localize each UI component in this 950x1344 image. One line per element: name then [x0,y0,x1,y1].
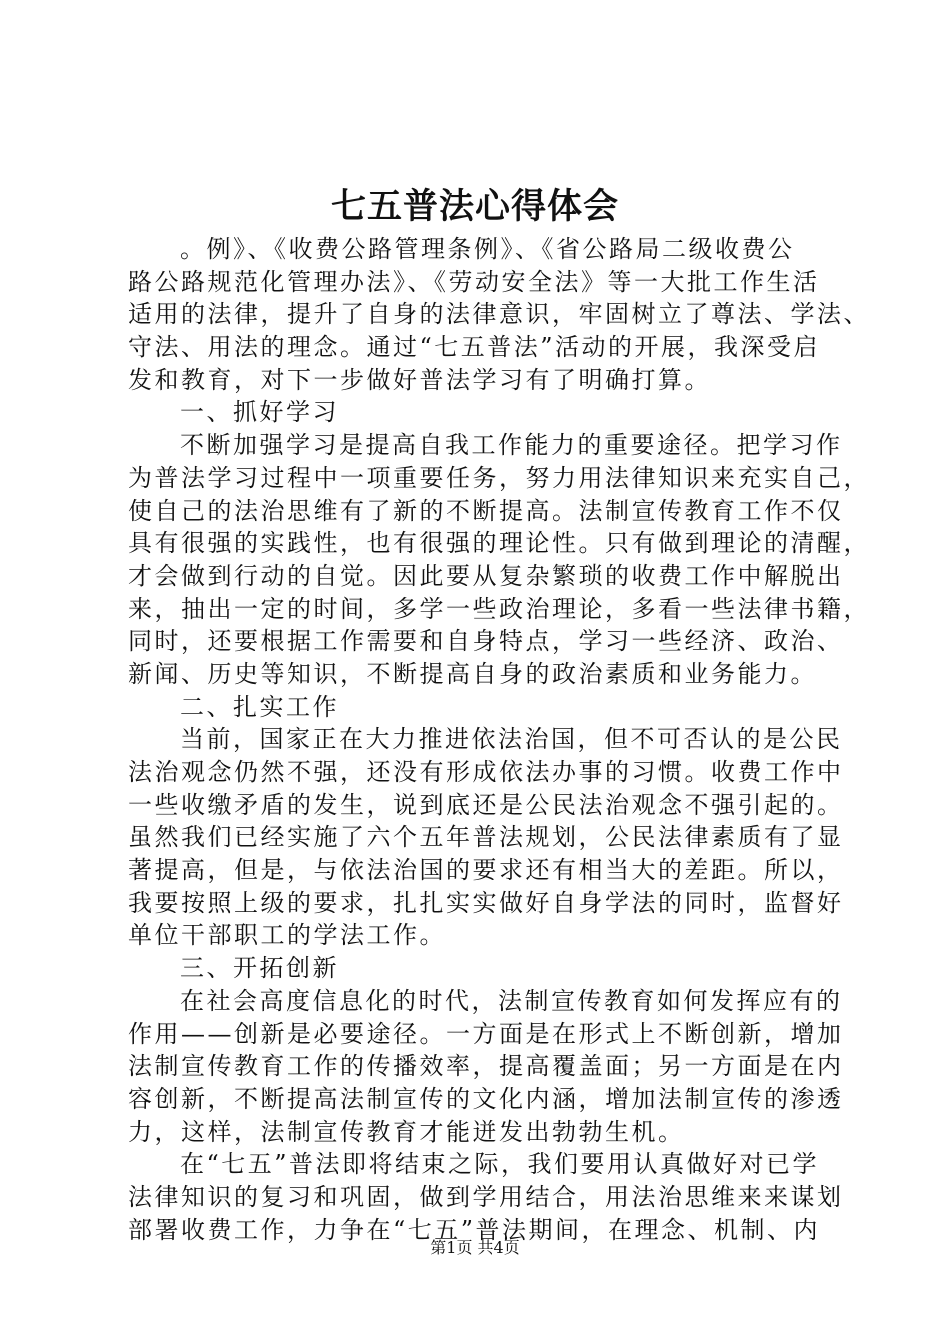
body-line: 同时，还要根据工作需要和自身特点，学习一些经济、政治、 [128,627,844,656]
body-line: 法治观念仍然不强，还没有形成依法办事的习惯。收费工作中 [128,758,844,786]
body-line: 来，抽出一定的时间，多学一些政治理论，多看一些法律书籍， [128,594,870,623]
body-line: 作用——创新是必要途径。一方面是在形式上不断创新，增加 [128,1019,844,1048]
body-line: 一些收缴矛盾的发生，说到底还是公民法治观念不强引起的。 [128,790,844,819]
body-line: 三、开拓创新 [180,954,339,983]
body-line: 新闻、历史等知识，不断提高自身的政治素质和业务能力。 [128,659,817,688]
document-title: 七五普法心得体会 [330,186,619,227]
body-line: 使自己的法治思维有了新的不断提高。法制宣传教育工作不仅 [128,496,844,525]
body-line: 法律知识的复习和巩固，做到学用结合，用法治思维来来谋划 [128,1182,844,1211]
body-line: 我要按照上级的要求，扎扎实实做好自身学法的同时，监督好 [128,888,844,917]
body-line: 路公路规范化管理办法》、《劳动安全法》等一大批工作生活 [128,267,820,296]
document-body [128,233,870,1246]
body-line: 二、扎实工作 [180,692,339,721]
body-line: 虽然我们已经实施了六个五年普法规划，公民法律素质有了显 [128,823,844,852]
body-line: 法制宣传教育工作的传播效率，提高覆盖面；另一方面是在内 [128,1052,844,1081]
body-line: 发和教育，对下一步做好普法学习有了明确打算。 [128,365,711,394]
body-line: 才会做到行动的自觉。因此要从复杂繁琐的收费工作中解脱出 [128,561,844,590]
page-footer: 第1页 共4页 [430,1238,520,1257]
body-line: 当前，国家正在大力推进依法治国，但不可否认的是公民 [180,725,843,754]
body-line: 在“七五”普法即将结束之际，我们要用认真做好对已学 [180,1150,820,1179]
body-line: 守法、用法的理念。通过“七五普法”活动的开展，我深受启 [128,333,821,362]
body-line: 部署收费工作，力争在“七五”普法期间，在理念、机制、内 [128,1215,821,1244]
body-line: 具有很强的实践性，也有很强的理论性。只有做到理论的清醒， [128,529,870,558]
body-line: 适用的法律，提升了自身的法律意识，牢固树立了尊法、学法、 [128,300,870,329]
body-line: 不断加强学习是提高自我工作能力的重要途径。把学习作 [180,431,843,460]
body-line: 著提高，但是，与依法治国的要求还有相当大的差距。所以， [128,856,844,885]
body-line: 容创新，不断提高法制宣传的文化内涵，增加法制宣传的渗透 [128,1084,844,1113]
body-line: 力，这样，法制宣传教育才能迸发出勃勃生机。 [128,1117,685,1146]
body-line: 。例》、《收费公路管理条例》、《省公路局二级收费公 [180,235,795,263]
body-line: 为普法学习过程中一项重要任务，努力用法律知识来充实自己， [128,463,870,492]
body-line: 在社会高度信息化的时代，法制宣传教育如何发挥应有的 [180,986,843,1015]
body-line: 一、抓好学习 [180,398,339,427]
body-line: 单位干部职工的学法工作。 [128,921,446,950]
